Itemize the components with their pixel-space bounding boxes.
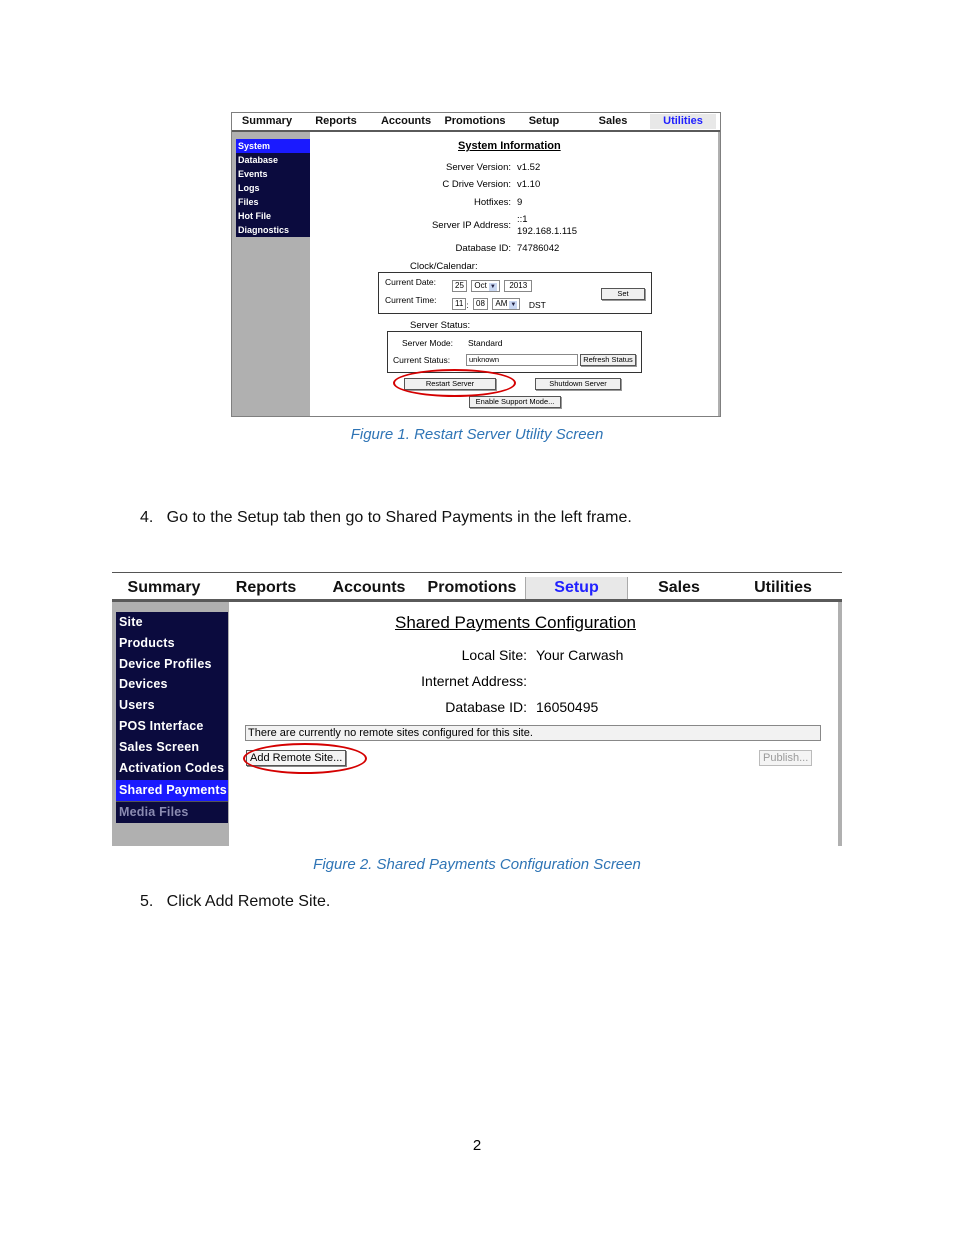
c-drive-version-value: v1.10 [517,179,541,190]
date-selectors [452,277,532,295]
database-id-label: Database ID: [445,699,527,715]
highlight-ellipse [393,369,516,397]
sidebar-item-shared-payments[interactable]: Shared Payments [116,778,228,801]
server-status-panel [387,331,642,373]
step-4-text: 4. Go to the Setup tab then go to Shared Payments in the left frame. [140,509,632,526]
set-button[interactable]: Set [601,288,645,300]
hotfixes-label: Hotfixes: [474,197,511,208]
figure-2-caption: Figure 2. Shared Payments Configuration Screen [313,856,641,873]
sidebar-item-files[interactable]: Files [238,197,259,207]
tab-promotions[interactable]: Promotions [427,579,517,596]
sidebar-item-products[interactable]: Products [119,635,175,650]
tab-promotions[interactable]: Promotions [444,115,506,127]
current-status-field[interactable]: unknown [466,354,578,366]
sidebar-item-users[interactable]: Users [119,698,155,713]
server-version-value: v1.52 [517,162,541,173]
main-content [310,132,721,417]
main-tab-bar [112,572,842,601]
internet-address-label: Internet Address: [421,673,527,689]
server-mode-label: Server Mode: [402,338,454,348]
refresh-status-button[interactable]: Refresh Status [580,354,636,366]
tab-summary[interactable]: Summary [241,115,293,127]
highlight-ellipse [243,743,367,774]
tab-accounts[interactable]: Accounts [332,579,406,596]
page-number: 2 [472,1137,482,1154]
local-site-label: Local Site: [461,647,527,663]
sidebar-item-hot-file[interactable]: Hot File [238,211,271,221]
sidebar-item-logs[interactable]: Logs [238,183,260,193]
tab-reports[interactable]: Reports [235,579,297,596]
page-title: System Information [458,140,561,152]
tab-setup[interactable]: Setup [528,115,560,127]
c-drive-version-label: C Drive Version: [442,179,511,190]
database-id-label: Database ID: [455,243,511,254]
database-id-value: 16050495 [536,699,599,715]
ampm-select[interactable]: AM ▼ [492,298,520,310]
main-tab-bar [232,113,720,132]
local-site-value: Your Carwash [536,647,624,663]
page-title: Shared Payments Configuration [395,613,636,632]
sidebar-item-diagnostics[interactable]: Diagnostics [238,225,290,235]
enable-support-mode-button[interactable]: Enable Support Mode... [469,396,561,408]
current-date-label: Current Date: [385,277,437,287]
current-status-label: Current Status: [393,355,451,365]
database-id-value: 74786042 [517,243,560,254]
sidebar-item-system[interactable]: System [236,139,310,153]
sidebar-item-activation-codes[interactable]: Activation Codes [119,760,225,775]
tab-utilities[interactable]: Utilities [754,579,812,596]
figure-1-caption: Figure 1. Restart Server Utility Screen [350,426,604,443]
tab-utilities[interactable]: Utilities [650,114,716,129]
remote-sites-message: There are currently no remote sites configured for this site. [245,725,821,741]
hotfixes-value: 9 [517,197,523,208]
tab-summary[interactable]: Summary [127,579,201,596]
dst-label: DST [528,300,546,310]
sidebar-menu [236,139,310,237]
sidebar-item-site[interactable]: Site [119,615,143,629]
current-time-label: Current Time: [385,295,437,305]
sidebar-item-events[interactable]: Events [238,169,268,179]
main-content [229,602,842,846]
tab-sales[interactable]: Sales [598,115,628,127]
restart-server-button[interactable]: Restart Server [404,378,496,390]
sidebar-item-device-profiles[interactable]: Device Profiles [119,656,212,671]
server-ip-label: Server IP Address: [431,220,511,231]
clock-panel [378,272,652,314]
day-select[interactable]: 25 [452,280,467,292]
shutdown-server-button[interactable]: Shutdown Server [535,378,621,390]
add-remote-site-button[interactable]: Add Remote Site... [246,750,346,766]
minute-select[interactable]: 08 [473,298,488,310]
sidebar-item-pos-interface[interactable]: POS Interface [119,718,204,733]
tab-setup[interactable]: Setup [525,577,628,599]
server-mode-value: Standard [468,338,503,348]
chevron-down-icon: ▼ [510,301,517,308]
server-ip-value-2: 192.168.1.115 [517,226,578,237]
tab-reports[interactable]: Reports [315,115,357,127]
sidebar-menu [116,612,228,823]
server-version-label: Server Version: [446,162,511,173]
chevron-down-icon: ▼ [489,283,496,290]
tab-sales[interactable]: Sales [658,579,700,596]
sidebar-item-devices[interactable]: Devices [119,677,168,692]
server-status-label: Server Status: [410,320,471,331]
year-select[interactable]: 2013 [504,280,532,292]
sidebar-item-media-files[interactable]: Media Files [116,801,228,823]
server-ip-value-1: ::1 [517,214,528,225]
month-select[interactable]: Oct ▼ [471,280,499,292]
shared-payments-screenshot [112,572,842,846]
publish-button[interactable]: Publish... [759,750,812,766]
clock-calendar-label: Clock/Calendar: [410,261,478,272]
time-selectors: 11 : 08 AM ▼ DST [452,295,546,313]
step-5-text: 5. Click Add Remote Site. [140,893,331,910]
sidebar-item-database[interactable]: Database [238,155,279,165]
sidebar-item-sales-screen[interactable]: Sales Screen [119,739,200,754]
hour-select[interactable]: 11 [452,298,466,310]
tab-accounts[interactable]: Accounts [380,115,432,127]
